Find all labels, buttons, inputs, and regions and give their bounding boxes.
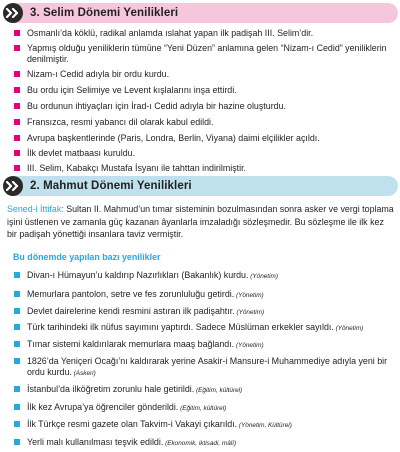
square-bullet-icon [14,421,20,427]
square-bullet-icon [14,45,20,51]
square-bullet-icon [14,308,20,314]
square-bullet-icon [14,87,20,93]
square-bullet-icon [14,135,20,141]
square-bullet-icon [14,386,20,392]
square-bullet-icon [14,341,20,347]
category-tag: (Eğitim, kültürel) [194,387,243,394]
square-bullet-icon [14,165,20,171]
reforms-subheading: Bu dönemde yapılan bazı yenilikler [13,252,161,262]
category-tag: (Yönetim) [234,292,264,299]
section-header-mahmut [3,176,398,196]
category-tag: (Askeri) [71,370,96,377]
category-tag: (Yönetim) [234,342,264,349]
category-tag: (Yönetim, Kültürel) [237,422,292,429]
section-title: 3. Selim Dönemi Yenilikleri [30,7,179,19]
double-chevron-right-icon [3,3,23,23]
square-bullet-icon [14,272,20,278]
square-bullet-icon [14,71,20,77]
sened-i-ittifak-paragraph [7,203,394,241]
square-bullet-icon [14,324,20,330]
square-bullet-icon [14,404,20,410]
square-bullet-icon [14,439,20,445]
square-bullet-icon [14,119,20,125]
square-bullet-icon [14,291,20,297]
term-label: Sened-i İttifak: [7,204,64,214]
category-tag: (Yönetim) [333,325,364,332]
square-bullet-icon [14,150,20,156]
section-header-selim [3,3,398,23]
category-tag: (Yönetim) [234,309,265,316]
section-title: 2. Mahmut Dönemi Yenilikleri [30,180,192,192]
square-bullet-icon [14,358,20,364]
square-bullet-icon [14,30,20,36]
category-tag: (Yönetim) [248,273,278,280]
paragraph-text: Sultan II. Mahmud’un tımar sisteminin bozulmasından sonra asker ve vergi toplama işini üstlenen ve zamanla güç kazanan âyanlarla imzaladığı sözleşmedir. Bu sözleşme ile ilk kez bir padişah yönettiği insanlara taviz vermiştir. [7,204,394,239]
double-chevron-right-icon [3,176,23,196]
category-tag: (Ekonomik, iktisadi, mâlî) [163,440,237,447]
square-bullet-icon [14,103,20,109]
category-tag: (Eğitim, kültürel) [178,405,227,412]
